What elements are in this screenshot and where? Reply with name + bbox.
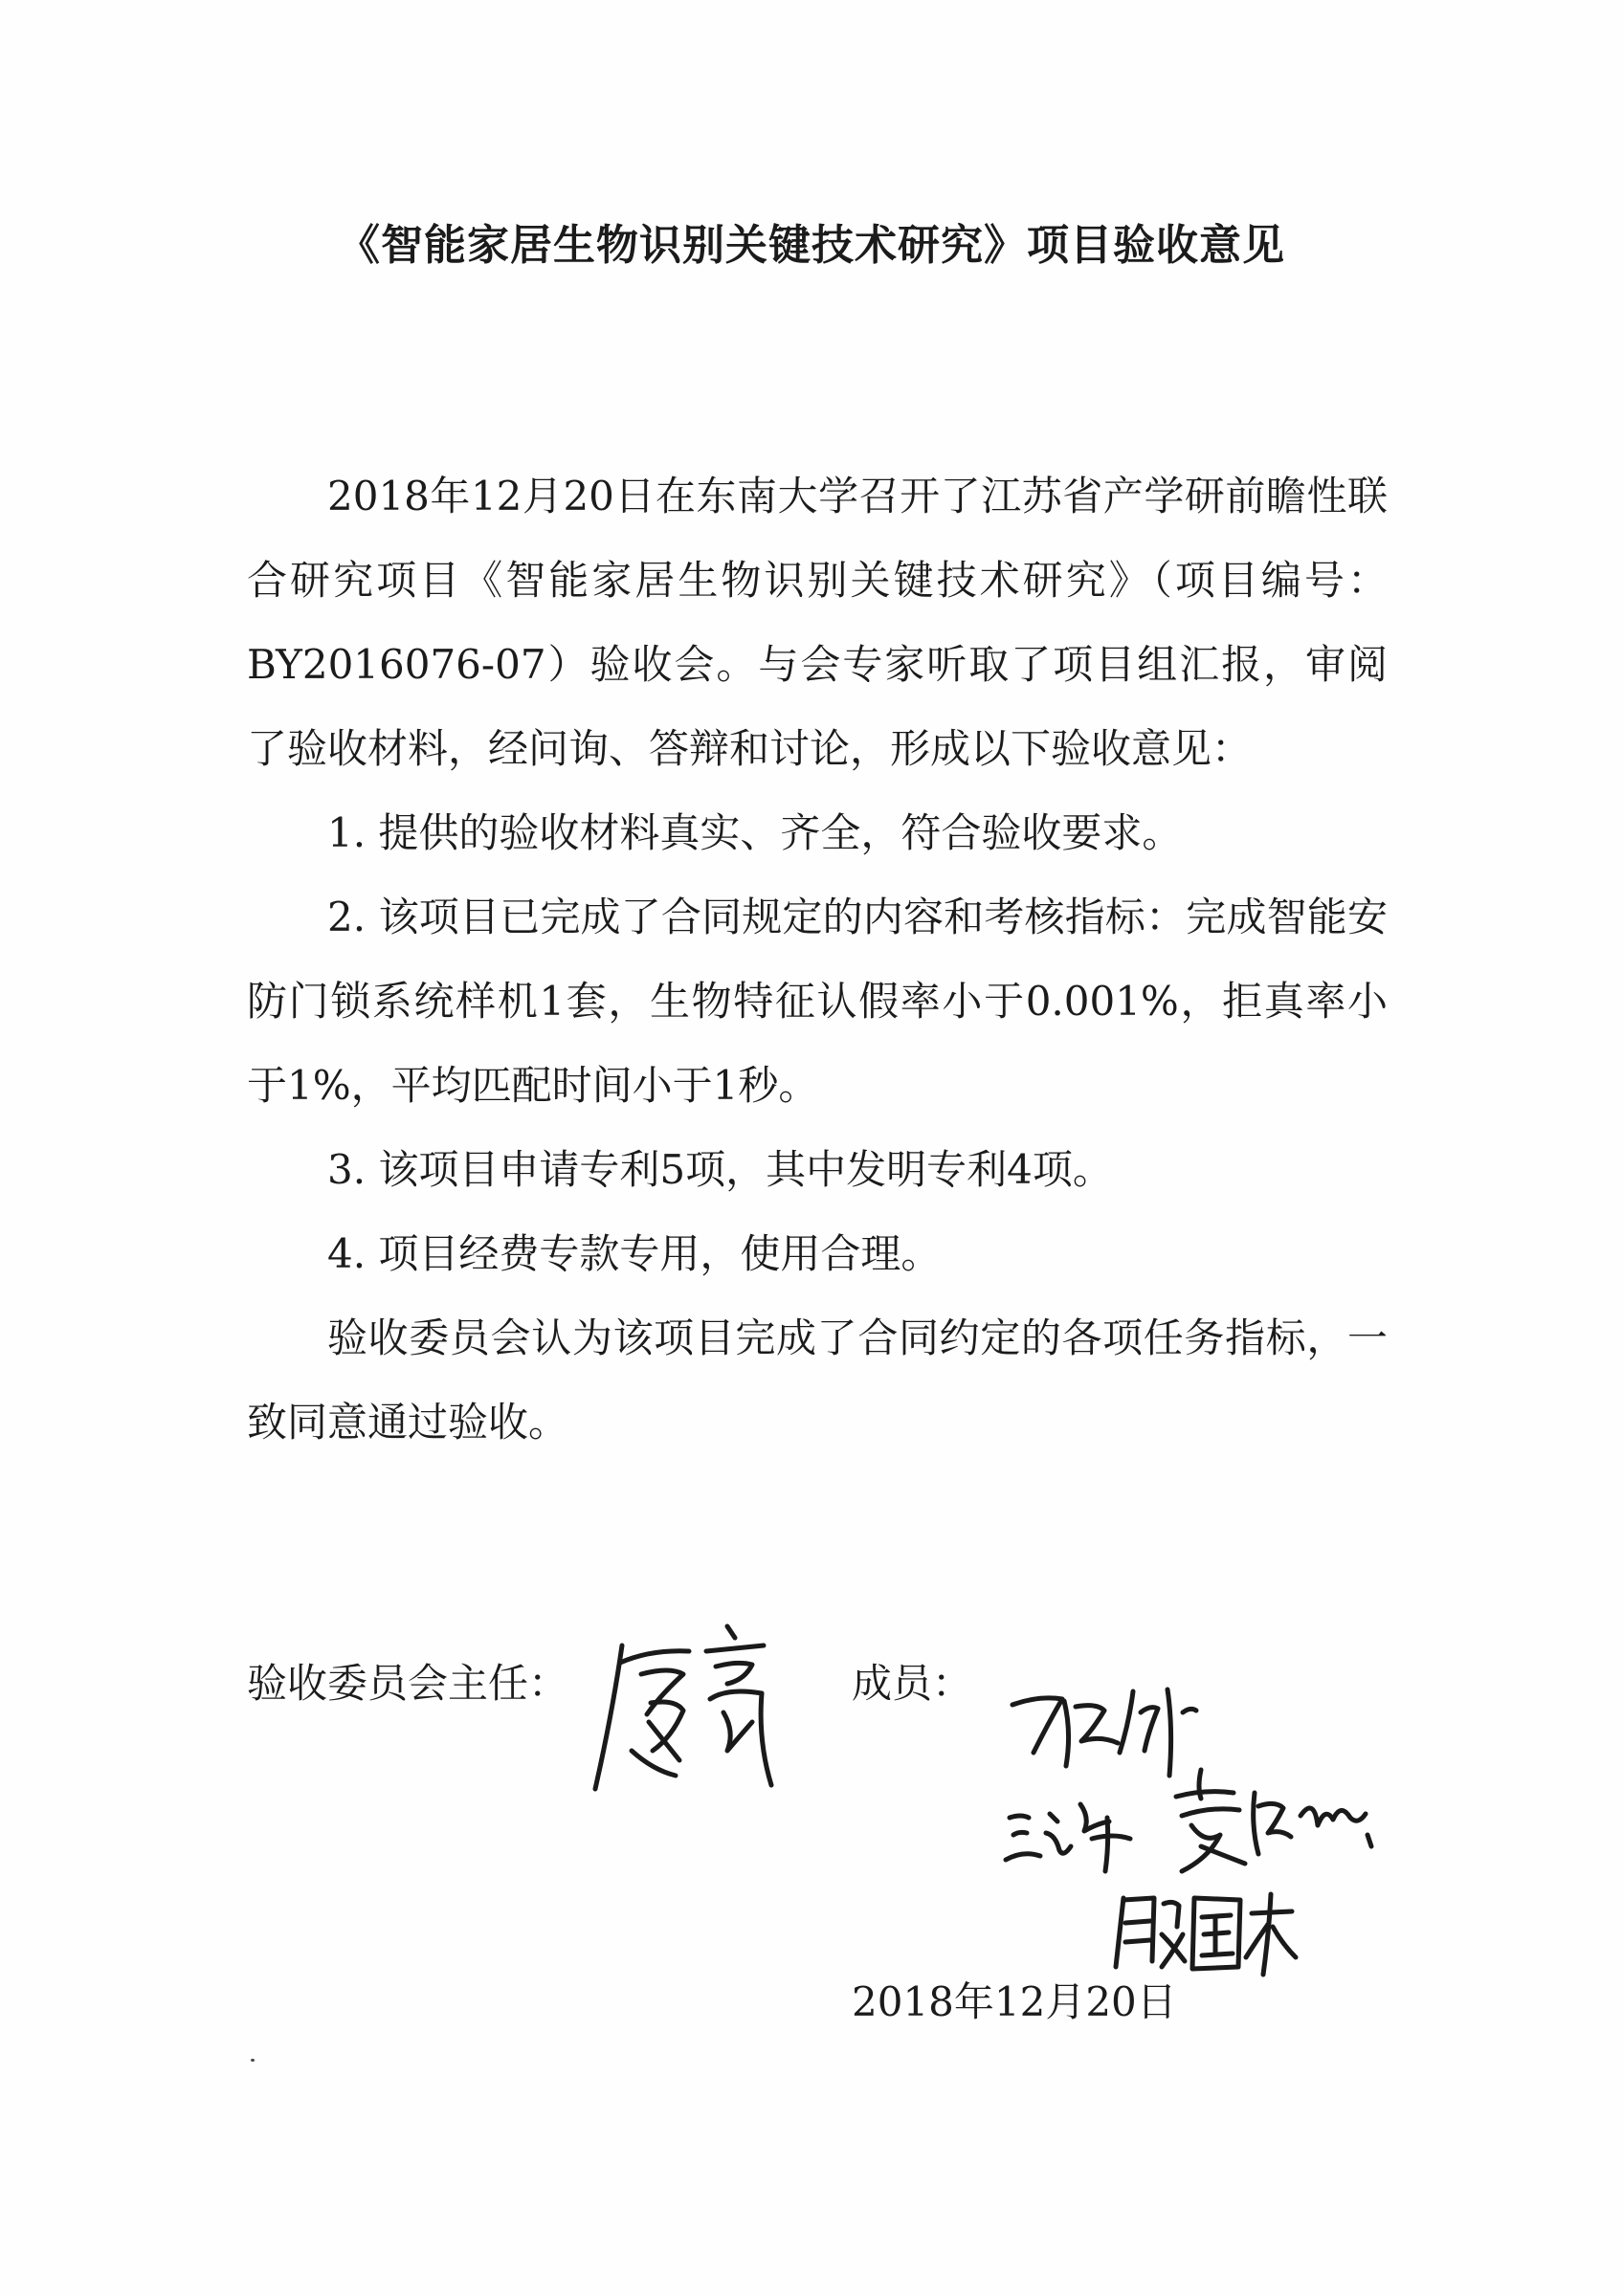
- member-signature-label: 成员：: [852, 1660, 973, 1707]
- member-signature-3: [1163, 1758, 1383, 1883]
- opinion-item-1: 1. 提供的验收材料真实、齐全，符合验收要求。: [327, 809, 1183, 856]
- chair-signature-label: 验收委员会主任：: [247, 1660, 569, 1707]
- member-signature-4: [1110, 1885, 1301, 1980]
- signing-date: 2018年12月20日: [852, 1978, 1177, 2025]
- chair-signature: [584, 1607, 804, 1808]
- opinion-item-2: 2. 该项目已完成了合同规定的内容和考核指标：完成智能安防门锁系统样机1套，生物特征认假率小于0.001%，拒真率小于1%，平均匹配时间小于1秒。: [247, 894, 1388, 1109]
- scan-speck: [251, 2059, 255, 2062]
- document-title: 《智能家居生物识别关键技术研究》项目验收意见: [338, 221, 1285, 270]
- intro-paragraph: 2018年12月20日在东南大学召开了江苏省产学研前瞻性联合研究项目《智能家居生物识别关键技术研究》（项目编号：BY2016076-07）验收会。与会专家听取了项目组汇报，审阅了验收材料，经问询、答辩和讨论，形成以下验收意见：: [247, 473, 1388, 772]
- member-signature-2: [1000, 1789, 1144, 1875]
- conclusion-paragraph: 验收委员会认为该项目完成了合同约定的各项任务指标，一致同意通过验收。: [247, 1314, 1388, 1446]
- document-body: [247, 454, 1388, 1465]
- opinion-item-3: 3. 该项目申请专利5项，其中发明专利4项。: [327, 1146, 1113, 1193]
- opinion-item-4: 4. 项目经费专款专用，使用合理。: [327, 1230, 942, 1277]
